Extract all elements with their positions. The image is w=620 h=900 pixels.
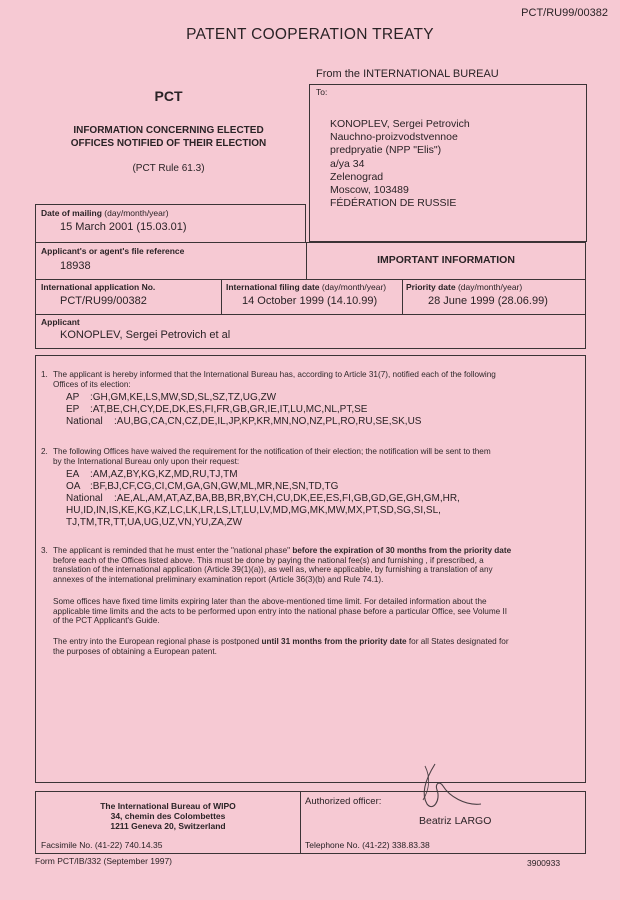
important-information-heading: IMPORTANT INFORMATION: [377, 254, 515, 266]
national-waived-offices-cont: TJ,TM,TR,TT,UA,UG,UZ,VN,YU,ZA,ZW: [66, 517, 243, 528]
priority-date-value: 28 June 1999 (28.06.99): [428, 295, 548, 307]
filing-label-thin: (day/month/year): [319, 282, 387, 292]
section-3-number: 3.: [41, 546, 48, 555]
text-line: The following Offices have waived the requirement for the notification of their election; the notification will be sent to them: [53, 447, 491, 456]
application-number-label: International application No.: [41, 282, 156, 292]
filing-date-label: [226, 282, 386, 292]
to-label: To:: [316, 87, 328, 97]
mailing-date-box: [35, 204, 306, 243]
section-2-text: [53, 447, 581, 466]
telephone-number: Telephone No. (41-22) 338.83.38: [305, 840, 430, 850]
text-run: The entry into the European regional phase is postponed: [53, 637, 262, 646]
code-key: AP: [66, 392, 80, 403]
application-number-value: PCT/RU99/00382: [60, 295, 147, 307]
address-line: a/ya 34: [330, 157, 365, 170]
priority-date-label: [406, 282, 522, 292]
text-line: by the International Bureau only upon their request:: [53, 456, 240, 466]
mailing-date-label: [41, 208, 169, 218]
form-number: Form PCT/IB/332 (September 1997): [35, 856, 173, 866]
bureau-address: [36, 801, 300, 831]
ep-offices: [66, 404, 367, 415]
text-line: annexes of the international preliminary examination report (Article 36(3)(b) and Rule 74.1).: [53, 575, 384, 585]
code-key: OA: [66, 481, 81, 492]
text-run-bold: until 31 months from the priority date: [261, 637, 407, 646]
ap-offices: [66, 392, 276, 403]
text-line: Some offices have fixed time limits expiring later than the above-mentioned time limit. For detailed information about the: [53, 597, 487, 606]
code-values: :GH,GM,KE,LS,MW,SD,SL,SZ,TZ,UG,ZW: [90, 392, 277, 403]
national-waived-offices: [66, 493, 460, 504]
code-key: National: [66, 416, 103, 427]
text-line: Offices of its election:: [53, 379, 131, 389]
filing-date-value: 14 October 1999 (14.10.99): [242, 295, 378, 307]
text-run: The applicant is reminded that he must enter the "national phase": [53, 546, 293, 555]
divider: [300, 792, 301, 854]
application-row: [35, 279, 586, 315]
filing-label-bold: International filing date: [226, 282, 320, 292]
applicant-row: [35, 314, 586, 349]
code-values: :AE,AL,AM,AT,AZ,BA,BB,BR,BY,CH,CU,DK,EE,ES,FI,GB,GD,GE,GH,GM,HR,: [114, 493, 460, 504]
text-run: for all States designated for: [406, 637, 509, 646]
bureau-line: 34, chemin des Colombettes: [110, 811, 226, 821]
recipient-address: [330, 118, 470, 210]
mailing-date-value: 15 March 2001 (15.03.01): [60, 221, 187, 233]
section-3-european-phase: [53, 637, 583, 656]
applicant-value: KONOPLEV, Sergei Petrovich et al: [60, 329, 231, 341]
file-reference-label: Applicant's or agent's file reference: [41, 246, 185, 256]
ea-offices: [66, 469, 238, 480]
section-2-number: 2.: [41, 447, 48, 456]
national-offices: [66, 416, 421, 427]
footer-box: [35, 791, 586, 854]
document-reference: PCT/RU99/00382: [521, 7, 608, 19]
code-values: :BF,BJ,CF,CG,CI,CM,GA,GN,GW,ML,MR,NE,SN,TD,TG: [90, 481, 339, 492]
title-line-2: OFFICES NOTIFIED OF THEIR ELECTION: [70, 138, 267, 149]
address-line: FÉDÉRATION DE RUSSIE: [330, 197, 457, 210]
file-reference-value: 18938: [60, 260, 91, 272]
mailing-label-thin: (day/month/year): [101, 208, 169, 218]
divider: [221, 280, 222, 315]
from-line: From the INTERNATIONAL BUREAU: [316, 68, 499, 80]
applicant-label: Applicant: [41, 317, 80, 327]
code-values: :AT,BE,CH,CY,DE,DK,ES,FI,FR,GB,GR,IE,IT,LU,MC,NL,PT,SE: [90, 404, 368, 415]
document-title: [36, 124, 301, 150]
text-run-bold: before the expiration of 30 months from the priority date: [292, 546, 512, 555]
mailing-label-bold: Date of mailing: [41, 208, 102, 218]
authorized-officer-label: Authorized officer:: [305, 796, 382, 807]
divider: [402, 280, 403, 315]
address-line: predpryatie (NPP "Elis"): [330, 144, 442, 157]
section-1-number: 1.: [41, 370, 48, 379]
rule-reference: (PCT Rule 61.3): [132, 163, 205, 174]
facsimile-number: Facsimile No. (41-22) 740.14.35: [41, 840, 163, 850]
address-line: Zelenograd: [330, 170, 384, 183]
code-key: EP: [66, 404, 80, 415]
text-line: of the PCT Applicant's Guide.: [53, 616, 160, 626]
code-values: :AM,AZ,BY,KG,KZ,MD,RU,TJ,TM: [90, 469, 238, 480]
priority-label-bold: Priority date: [406, 282, 456, 292]
national-waived-offices-cont: HU,ID,IN,IS,KE,KG,KZ,LC,LK,LR,LS,LT,LU,LV,MD,MG,MK,MW,MX,PT,SD,SG,SI,SL,: [66, 505, 441, 516]
pct-heading: PCT: [154, 88, 183, 104]
address-line: Nauchno-proizvodstvennoe: [330, 131, 458, 144]
text-line: before each of the Offices listed above. This must be done by paying the national fee(s) and furnishing , if prescribed, a: [53, 555, 484, 565]
notification-body: [35, 355, 586, 783]
code-key: National: [66, 493, 103, 504]
text-line: [53, 637, 583, 647]
address-line: Moscow, 103489: [330, 184, 409, 197]
text-line: the purposes of obtaining a European patent.: [53, 646, 217, 656]
officer-name: Beatriz LARGO: [419, 815, 492, 827]
text-line: The applicant is hereby informed that the International Bureau has, according to Article 31(7), notified each of the following: [53, 370, 496, 379]
section-3-text: [53, 546, 583, 585]
document-code: 3900933: [527, 858, 561, 868]
code-values: :AU,BG,CA,CN,CZ,DE,IL,JP,KP,KR,MN,NO,NZ,PL,RO,RU,SE,SK,US: [114, 416, 422, 427]
recipient-box: [309, 84, 587, 242]
text-line: applicable time limits and the acts to be performed upon entry into the national phase before a particular Office, see Volume II: [53, 606, 508, 616]
oa-offices: [66, 481, 338, 492]
code-key: EA: [66, 469, 80, 480]
section-1-text: [53, 370, 578, 389]
bureau-line: 1211 Geneva 20, Switzerland: [110, 821, 226, 831]
title-line-1: INFORMATION CONCERNING ELECTED: [73, 125, 264, 136]
text-line: [53, 546, 583, 556]
address-line: KONOPLEV, Sergei Petrovich: [330, 118, 470, 130]
text-line: translation of the international application (Article 39(1)(a)), as well as, where applicable, by furnishing a translation of any: [53, 565, 493, 575]
section-3-time-limits: [53, 597, 583, 626]
priority-label-thin: (day/month/year): [455, 282, 523, 292]
treaty-title: PATENT COOPERATION TREATY: [186, 26, 434, 43]
bureau-line: The International Bureau of WIPO: [100, 801, 236, 811]
